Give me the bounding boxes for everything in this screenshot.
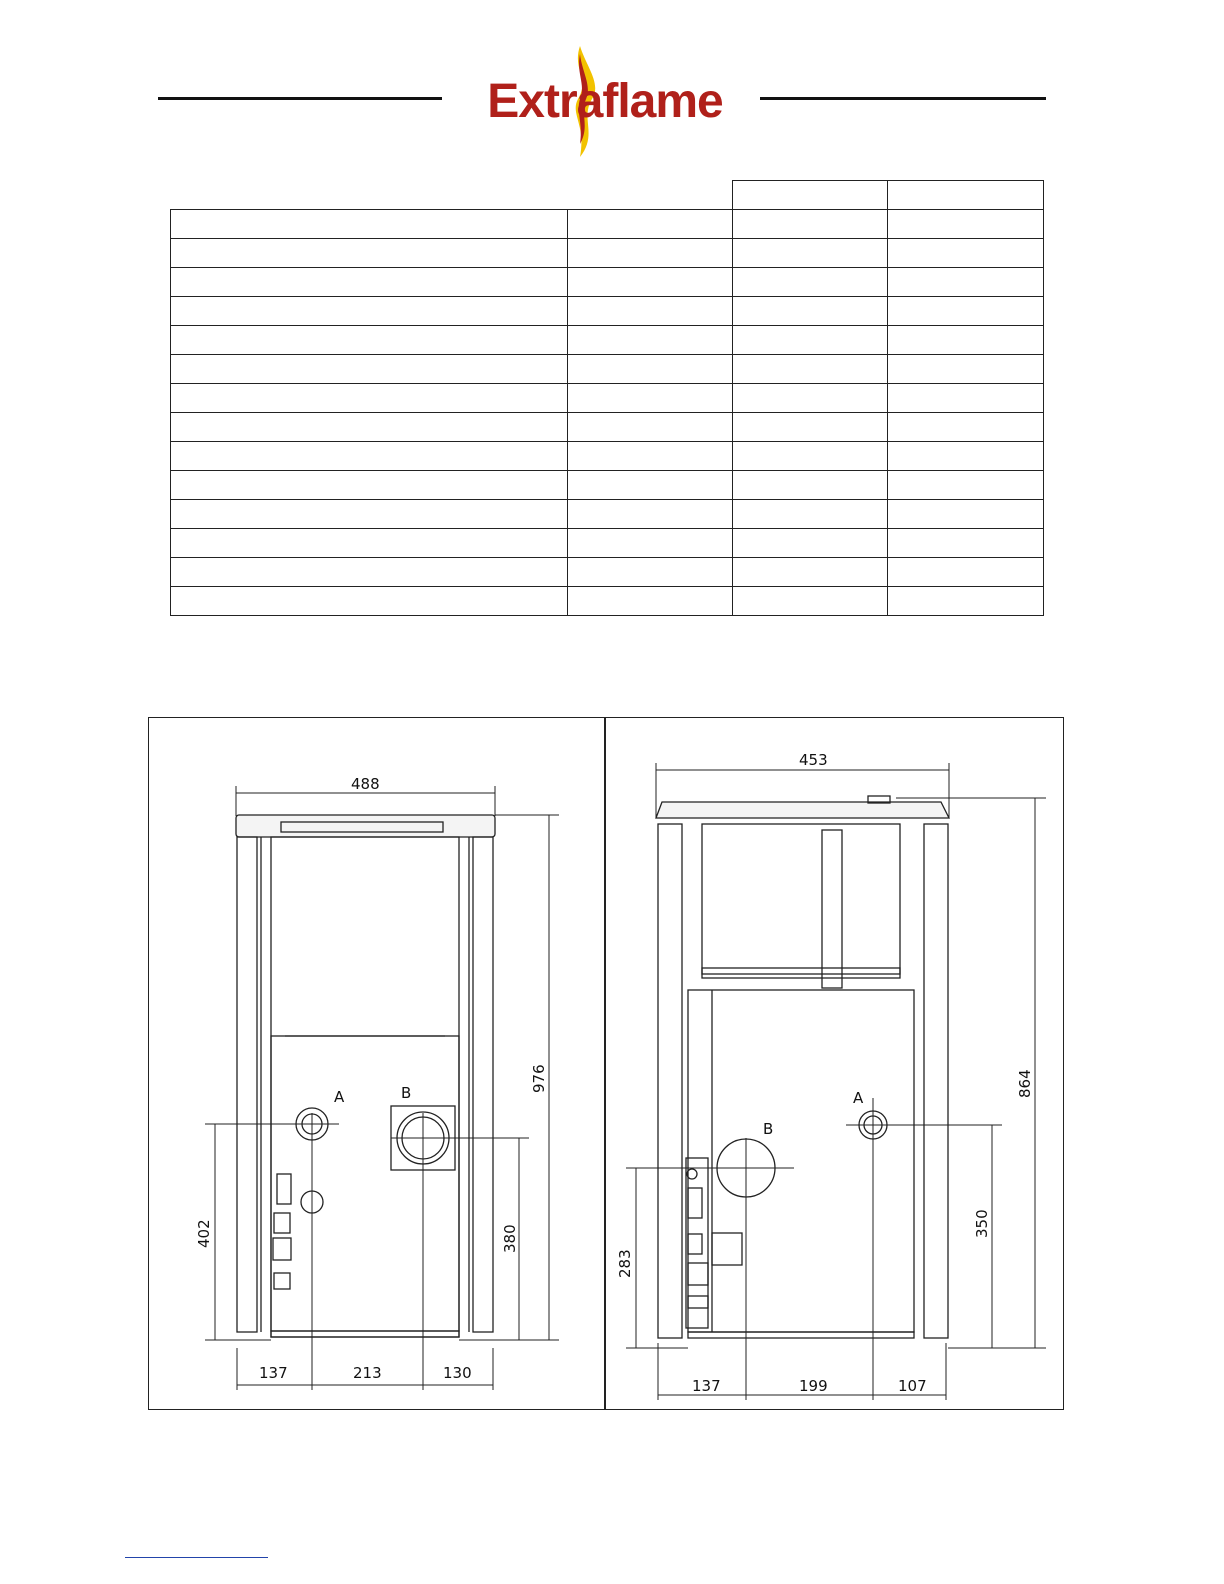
table-cell [568, 529, 733, 558]
spec-table [170, 180, 1044, 616]
table-cell [171, 529, 568, 558]
table-row [171, 268, 1044, 297]
table-cell [568, 326, 733, 355]
dim-bottom-3: 130 [443, 1364, 472, 1382]
table-cell [568, 413, 733, 442]
table-cell [888, 268, 1044, 297]
table-row [171, 355, 1044, 384]
table-cell [733, 210, 888, 239]
table-cell [733, 355, 888, 384]
table-cell [568, 384, 733, 413]
table-cell [568, 239, 733, 268]
label-a: A [853, 1089, 864, 1107]
table-cell [568, 442, 733, 471]
table-cell [888, 500, 1044, 529]
table-cell [733, 442, 888, 471]
table-cell [888, 239, 1044, 268]
table-cell [171, 355, 568, 384]
dim-bottom-2: 199 [799, 1377, 828, 1395]
dim-height-b: 380 [501, 1224, 519, 1253]
table-row [171, 587, 1044, 616]
table-cell [888, 529, 1044, 558]
table-row [171, 326, 1044, 355]
dim-height-a: 350 [973, 1209, 991, 1238]
table-cell [171, 239, 568, 268]
table-row [171, 471, 1044, 500]
table-cell [171, 326, 568, 355]
table-header-cell [888, 181, 1044, 210]
label-b: B [763, 1120, 774, 1138]
dim-height-total: 864 [1016, 1069, 1034, 1098]
dim-height-total: 976 [530, 1064, 548, 1093]
footer-link-underline [125, 1557, 268, 1558]
table-cell [171, 500, 568, 529]
table-cell [888, 471, 1044, 500]
table-cell [733, 558, 888, 587]
table-cell [733, 239, 888, 268]
table-row [171, 558, 1044, 587]
table-cell [171, 413, 568, 442]
table-cell [568, 587, 733, 616]
table-row [171, 297, 1044, 326]
table-header-cell [733, 181, 888, 210]
brand-logo [455, 44, 755, 159]
table-cell [733, 384, 888, 413]
table-cell [171, 442, 568, 471]
brand-wordmark: Extraflame [487, 75, 723, 128]
table-cell [888, 442, 1044, 471]
table-cell [568, 210, 733, 239]
table-cell [171, 558, 568, 587]
label-a: A [334, 1088, 345, 1106]
rear-view-drawing [149, 718, 604, 1411]
dim-width-top: 453 [799, 751, 828, 769]
table-row [171, 384, 1044, 413]
table-cell [888, 355, 1044, 384]
table-cell [733, 268, 888, 297]
table-cell [568, 471, 733, 500]
table-cell [568, 500, 733, 529]
table-row [171, 500, 1044, 529]
table-row [171, 210, 1044, 239]
table-row [171, 413, 1044, 442]
table-row [171, 529, 1044, 558]
table-cell [733, 471, 888, 500]
header-rule-left [158, 97, 442, 100]
table-cell [733, 500, 888, 529]
dim-bottom-3: 107 [898, 1377, 927, 1395]
table-cell [888, 384, 1044, 413]
table-cell [888, 558, 1044, 587]
table-cell [171, 587, 568, 616]
table-cell [733, 326, 888, 355]
table-cell [171, 210, 568, 239]
dim-bottom-1: 137 [259, 1364, 288, 1382]
table-cell [171, 384, 568, 413]
dim-height-b: 283 [616, 1249, 634, 1278]
label-b: B [401, 1084, 412, 1102]
table-cell [733, 297, 888, 326]
dim-bottom-2: 213 [353, 1364, 382, 1382]
table-cell [568, 181, 733, 210]
table-cell [171, 297, 568, 326]
table-cell [733, 587, 888, 616]
dim-bottom-1: 137 [692, 1377, 721, 1395]
table-cell [888, 587, 1044, 616]
table-cell [568, 268, 733, 297]
dim-height-a: 402 [195, 1219, 213, 1248]
header-rule-right [760, 97, 1046, 100]
table-cell [888, 326, 1044, 355]
table-cell [171, 268, 568, 297]
side-view-drawing [606, 718, 1064, 1411]
table-cell [888, 297, 1044, 326]
table-cell [171, 471, 568, 500]
table-row [171, 239, 1044, 268]
table-cell [568, 558, 733, 587]
table-cell [733, 529, 888, 558]
table-cell [568, 297, 733, 326]
table-cell [888, 413, 1044, 442]
table-row [171, 442, 1044, 471]
table-cell [888, 210, 1044, 239]
technical-drawings-frame [148, 717, 1064, 1410]
dim-width-top: 488 [351, 775, 380, 793]
table-cell [568, 355, 733, 384]
table-cell [733, 413, 888, 442]
table-header-row [171, 181, 1044, 210]
table-cell [171, 181, 568, 210]
